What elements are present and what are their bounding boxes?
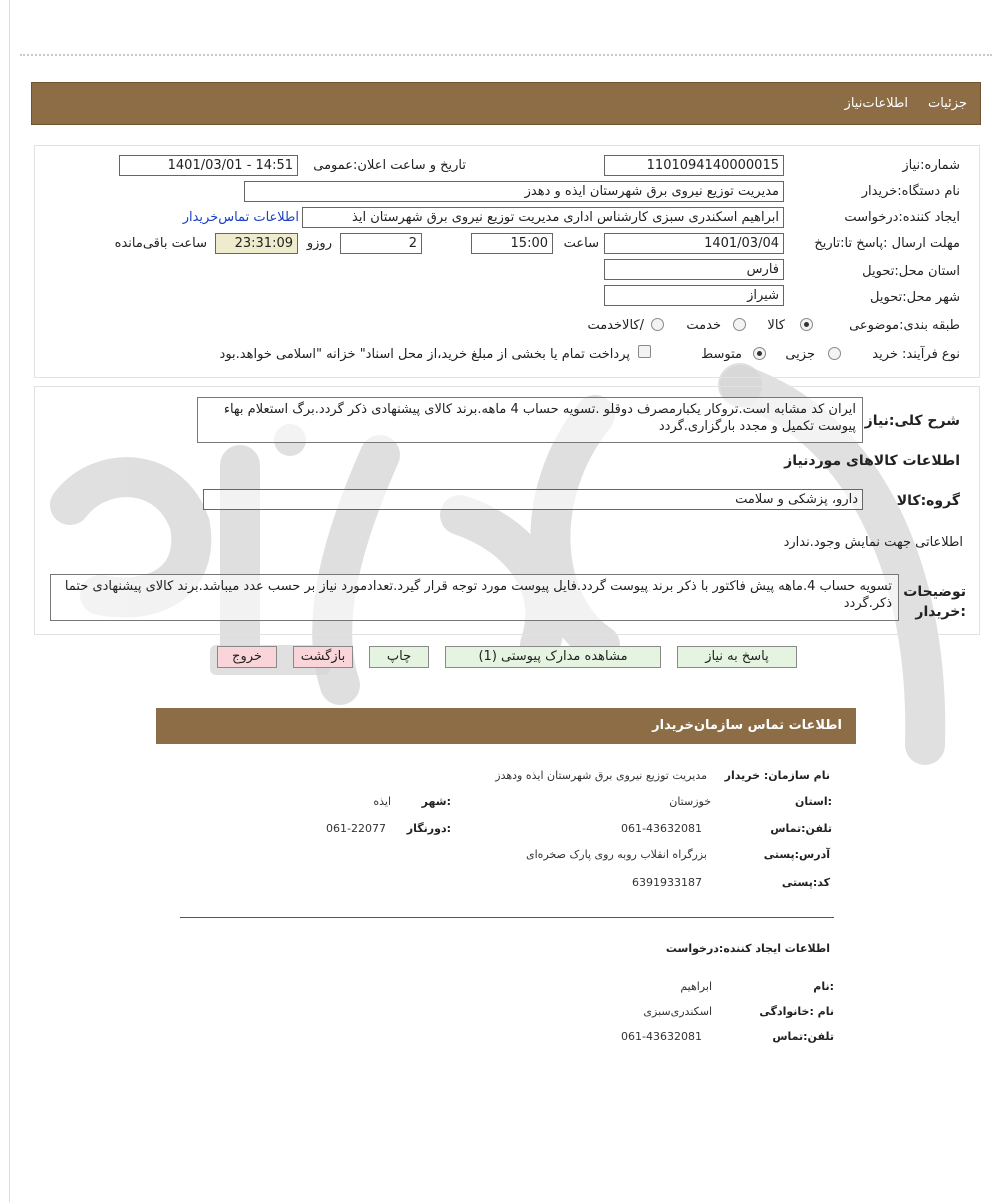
creator-info-heading: اطلاعات ایجاد کننده:درخواست — [665, 942, 830, 955]
left-border-line — [9, 0, 10, 1202]
buyer-org-field: مدیریت توزیع نیروی برق شهرستان ایذه و دهدز — [244, 181, 784, 202]
page-header-bar — [31, 82, 981, 125]
need-number-label: شماره:نیاز — [902, 158, 960, 173]
category-option-service: خدمت — [686, 318, 721, 333]
process-radio-medium[interactable] — [753, 347, 766, 360]
back-button[interactable]: بازگشت — [293, 646, 353, 668]
creator-phone-label: تلفن:تماس — [772, 1030, 834, 1043]
category-label: طبقه بندی:موضوعی — [849, 318, 960, 333]
buyer-contact-header — [156, 708, 856, 744]
contact-city-label: :شهر — [421, 795, 451, 808]
need-number-field: 1101094140000015 — [604, 155, 784, 176]
contact-postal-label: کد:پستی — [781, 876, 830, 889]
contact-phone-label: تلفن:تماس — [770, 822, 832, 835]
days-label: روزو — [306, 236, 332, 251]
buyer-notes-text: تسویه حساب 4.ماهه پیش فاکتور با ذکر برند پیوست گردد.فایل پیوست مورد توجه قرار گیرد.تعدادمورد نیاز بر حسب عدد میباشد.برند کالای پیشنهادی حتما ذکر.گردد — [50, 574, 899, 621]
buyer-org-label: نام دستگاه:خریدار — [861, 184, 960, 199]
top-dotted-divider — [20, 54, 992, 56]
city-field: شیراز — [604, 285, 784, 306]
tab-details[interactable]: جزئیات — [928, 96, 967, 111]
goods-info-heading: اطلاعات کالاهای مورد‌نیاز — [784, 453, 960, 469]
category-radio-goods[interactable] — [800, 318, 813, 331]
contact-phone-value: 061-43632081 — [621, 822, 702, 835]
goods-group-field: دارو، پزشکی و سلامت — [203, 489, 863, 510]
goods-group-label: گروه:کالا — [896, 493, 960, 509]
buyer-contact-link[interactable]: اطلاعات تماس‌خریدار — [182, 210, 299, 225]
treasury-payment-note: پرداخت تمام یا بخشی از مبلغ خرید،از محل اسناد" خزانه "اسلامی خواهد.بود — [219, 347, 630, 362]
deadline-date-field: 1401/03/04 — [604, 233, 784, 254]
province-label: استان محل:تحویل — [862, 264, 960, 279]
category-option-goods-service: /کالاخدمت — [587, 318, 644, 333]
category-radio-goods-service[interactable] — [651, 318, 664, 331]
process-radio-minor[interactable] — [828, 347, 841, 360]
contact-province-value: خوزستان — [669, 795, 711, 808]
contact-postal-value: 6391933187 — [632, 876, 702, 889]
process-type-label: نوع فرآیند: خرید — [872, 347, 960, 362]
summary-label: شرح کلی:نیاز — [864, 413, 960, 429]
creator-phone-value: 061-43632081 — [621, 1030, 702, 1043]
contact-fax-value: 061-22077 — [326, 822, 386, 835]
contact-city-value: ایذه — [373, 795, 391, 808]
creator-family-label: نام :خانوادگی — [759, 1005, 834, 1018]
no-info-message: اطلاعاتی جهت نمایش وجود.ندارد — [783, 535, 963, 550]
requester-field: ابراهیم اسکندری سبزی کارشناس اداری مدیریت توزیع نیروی برق شهرستان ایذ — [302, 207, 784, 228]
province-field: فارس — [604, 259, 784, 280]
contact-address-value: بزرگراه انقلاب روبه روی پارک صخره‌ای — [526, 848, 707, 861]
buyer-contact-title: اطلاعات تماس سازمان‌خریدار — [652, 718, 842, 733]
requester-label: ایجاد کننده:درخواست — [844, 210, 960, 225]
contact-divider — [180, 917, 834, 918]
creator-name-value: ابراهیم — [680, 980, 712, 993]
summary-text: ایران کد مشابه است.تروکار یکبارمصرف دوقلو .تسویه حساب 4 ماهه.برند کالای پیشنهادی ذکر گردد.برگ استعلام بهاء پیوست تکمیل و مجدد بارگزاری.گردد — [197, 397, 863, 443]
contact-fax-label: :دورنگار — [406, 822, 451, 835]
announce-datetime-field: 1401/03/01 - 14:51 — [119, 155, 298, 176]
treasury-payment-checkbox[interactable] — [638, 345, 651, 358]
buyer-notes-label: توضیحات :خریدار — [903, 584, 966, 620]
deadline-time-field: 15:00 — [471, 233, 553, 254]
announce-datetime-label: تاریخ و ساعت اعلان:عمومی — [313, 158, 466, 173]
view-attachments-button[interactable]: مشاهده مدارک پیوستی (1) — [445, 646, 661, 668]
category-radio-service[interactable] — [733, 318, 746, 331]
exit-button[interactable]: خروج — [217, 646, 277, 668]
days-remaining-field: 2 — [340, 233, 422, 254]
org-name-value: مدیریت توزیع نیروی برق شهرستان ایذه ودهدز — [495, 769, 707, 782]
deadline-label: مهلت ارسال :پاسخ تا:تاریخ — [814, 236, 960, 251]
print-button[interactable]: چاپ — [369, 646, 429, 668]
city-label: شهر محل:تحویل — [870, 290, 960, 305]
remaining-label: ساعت باقی‌مانده — [114, 236, 207, 251]
creator-family-value: اسکندری‌سبزی — [643, 1005, 712, 1018]
creator-name-label: :نام — [813, 980, 834, 993]
tab-need-info[interactable]: اطلاعات‌نیاز — [844, 96, 908, 111]
org-name-label: نام سازمان: خریدار — [724, 769, 830, 782]
process-option-medium: متوسط — [701, 347, 742, 362]
category-option-goods: کالا — [767, 318, 785, 333]
contact-province-label: :استان — [795, 795, 832, 808]
contact-address-label: آدرس:پستی — [763, 848, 830, 861]
deadline-time-label: ساعت — [563, 236, 599, 251]
process-option-minor: جزیی — [785, 347, 815, 362]
remaining-timer: 23:31:09 — [215, 233, 298, 254]
need-form-panel — [34, 145, 980, 378]
reply-button[interactable]: پاسخ به نیاز — [677, 646, 797, 668]
